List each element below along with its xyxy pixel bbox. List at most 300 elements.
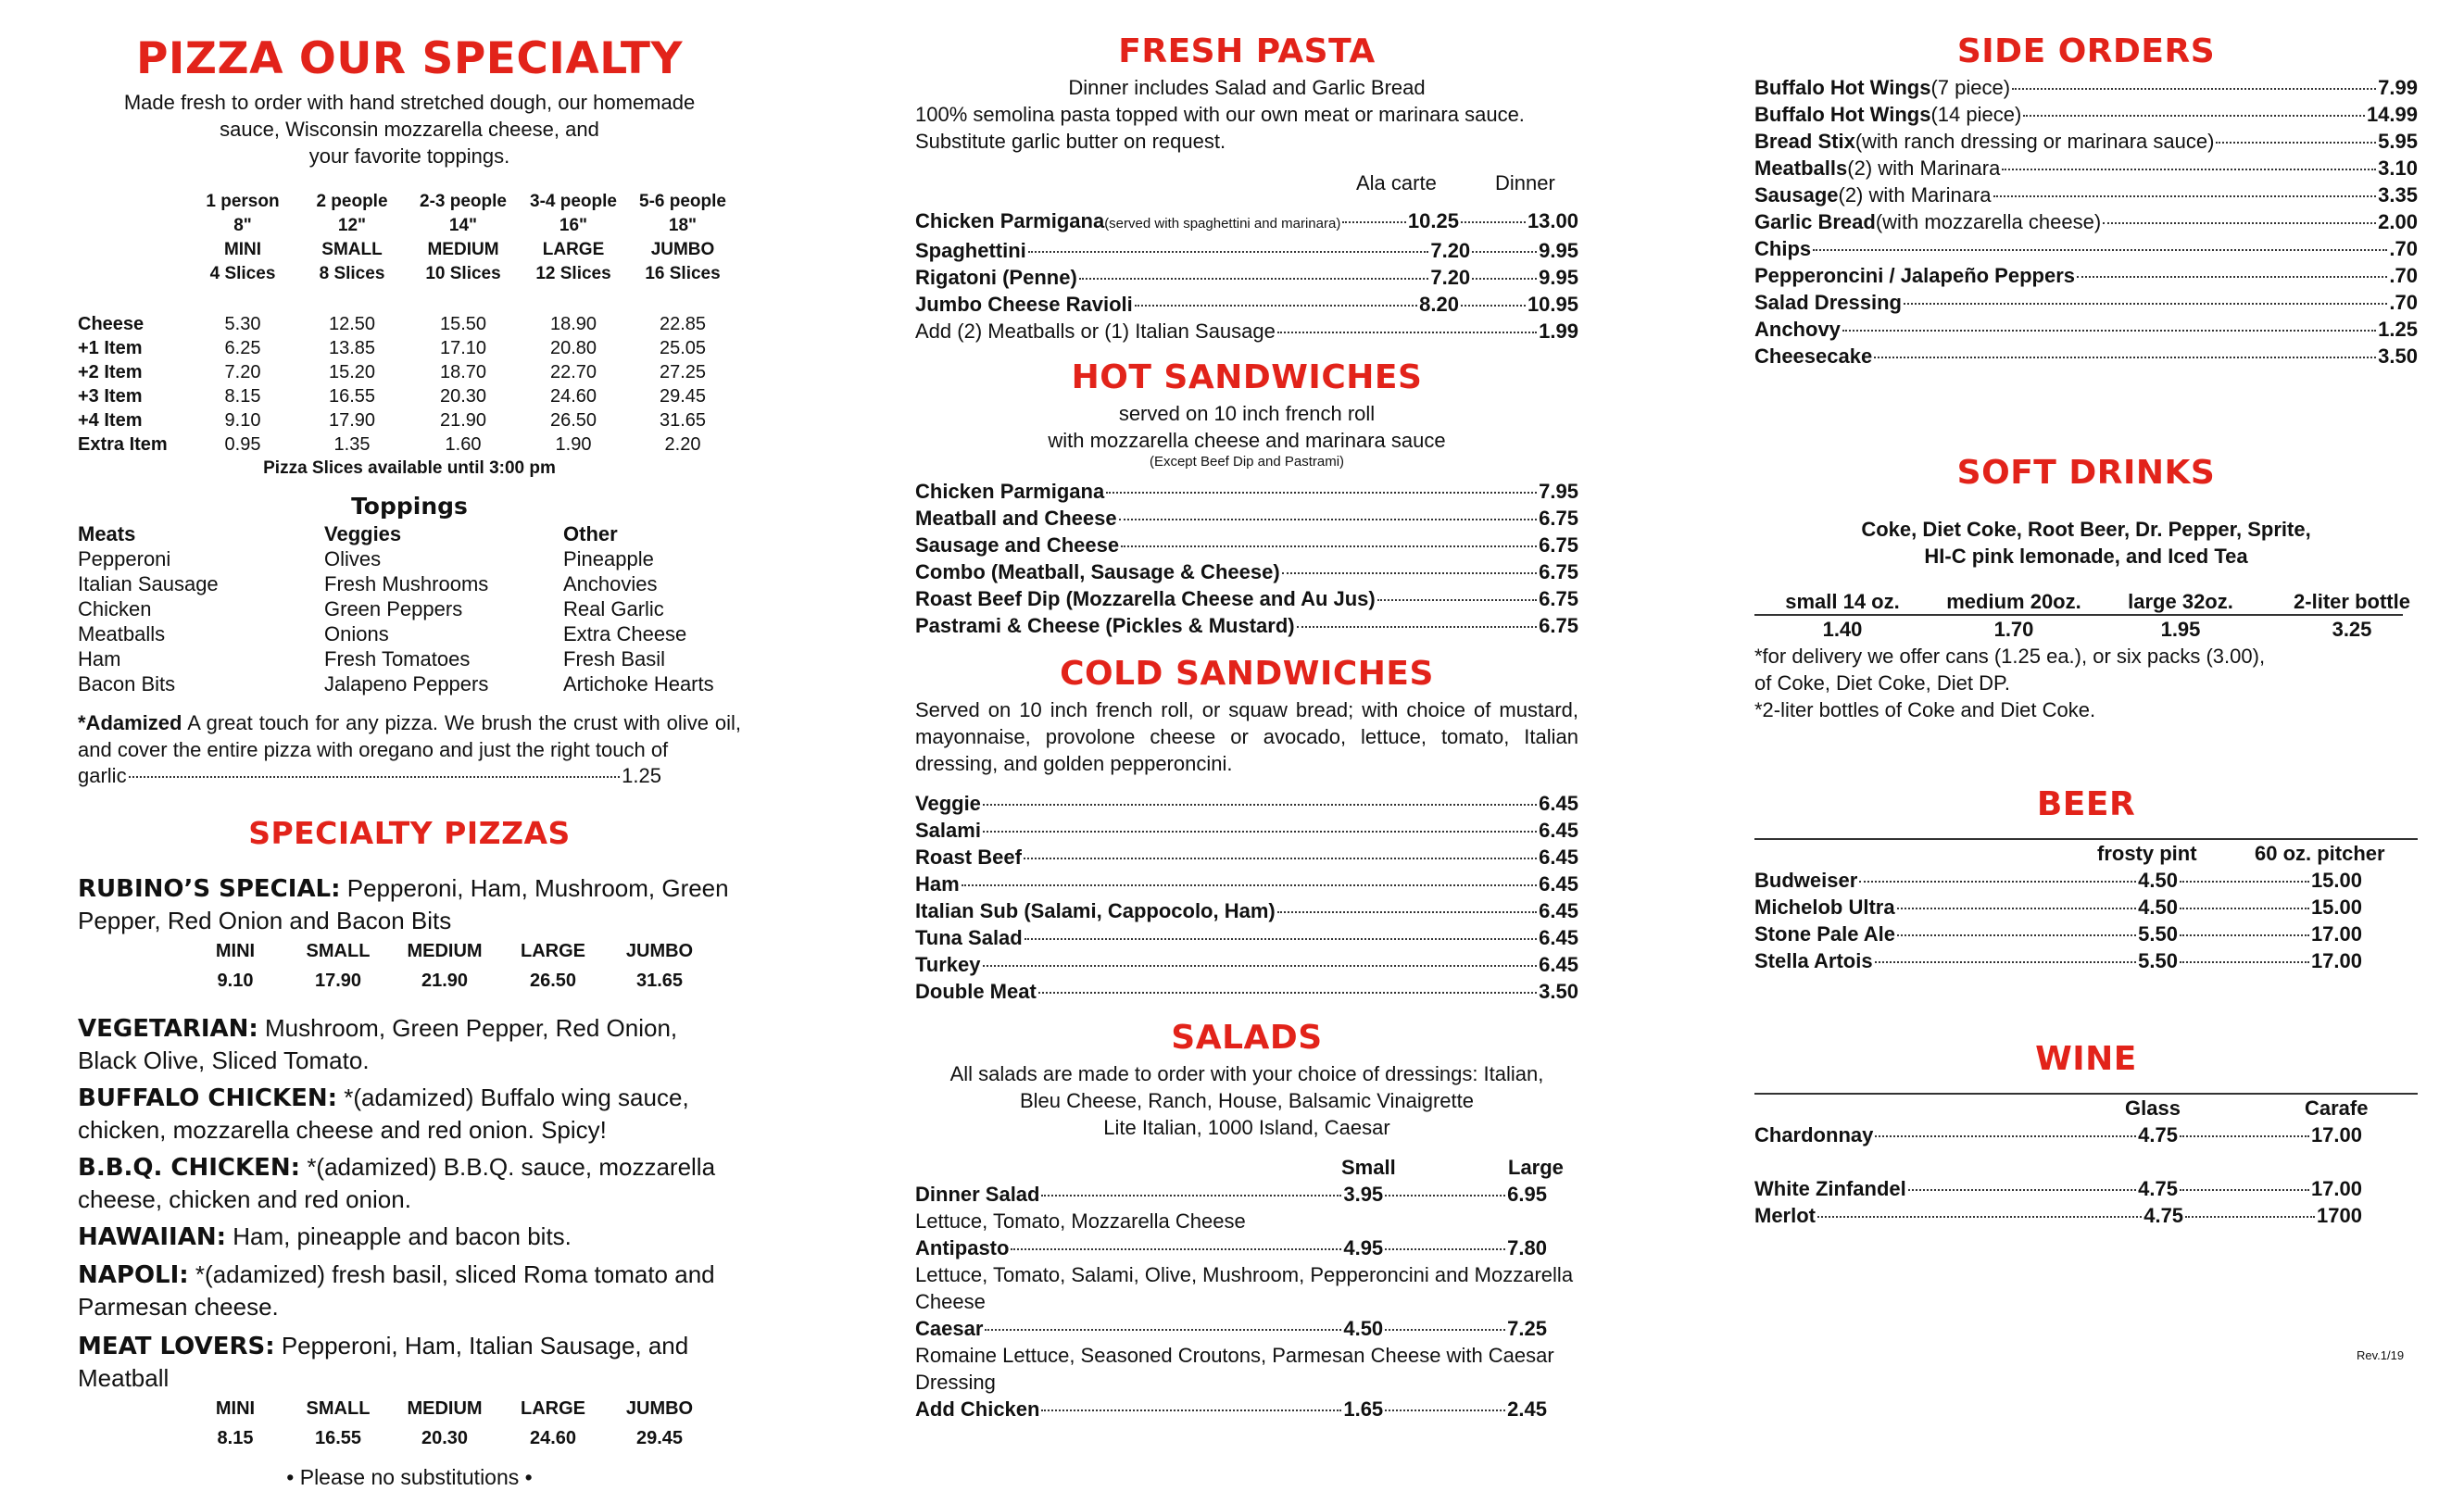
salads-title: SALADS [1171, 1019, 1323, 1057]
salad-small-price: 1.65 [1343, 1397, 1384, 1421]
price-cell: 9.10 [224, 410, 261, 431]
spacer [1754, 1148, 2418, 1175]
cold-row [915, 790, 1578, 817]
leader-dots [1842, 330, 2376, 332]
rubino-special [78, 872, 741, 936]
rubino-name: RUBINO’S SPECIAL: [78, 875, 341, 903]
slices-note: Pizza Slices available until 3:00 pm [263, 458, 556, 478]
pizza-intro-line: Made fresh to order with hand stretched dough, our homemade [123, 91, 696, 114]
price-cell: 22.70 [549, 362, 597, 382]
pasta-columns [915, 169, 1578, 196]
beer-row [1754, 894, 2362, 921]
dinner-price: 10.95 [1527, 293, 1578, 316]
salad-large-price: 2.45 [1507, 1397, 1547, 1421]
toppings-table [78, 521, 741, 696]
price-cell: 24.60 [549, 386, 597, 407]
pasta-desc-line: Substitute garlic butter on request. [915, 130, 1226, 153]
leader-dots [1813, 249, 2387, 251]
size-cell: 12" [337, 216, 367, 235]
hot-name: Combo (Meatball, Sausage & Cheese) [915, 560, 1280, 583]
topping-item: Chicken [78, 597, 152, 620]
size-label: MEDIUM [407, 941, 483, 961]
salad-row [915, 1396, 1578, 1422]
salad-row [915, 1234, 1578, 1261]
hot-list [915, 478, 1578, 639]
leader-dots [1277, 911, 1537, 913]
leader-dots [2180, 961, 2309, 963]
side-price: 7.99 [2378, 76, 2418, 99]
specialty-desc: Mushroom, Green Pepper, Red Onion, Black Olive, Sliced Tomato. [78, 1014, 678, 1074]
topping-item: Olives [324, 547, 382, 570]
cold-name: Double Meat [915, 980, 1037, 1003]
size-label: SMALL [306, 941, 371, 961]
leader-dots [2103, 222, 2376, 224]
leader-dots [1472, 251, 1537, 253]
size-cell [78, 262, 189, 286]
leader-dots [1904, 303, 2387, 305]
cold-name: Roast Beef [915, 846, 1022, 869]
hot-name: Chicken Parmigana [915, 480, 1105, 503]
size-cell: 12 Slices [535, 264, 611, 283]
topping-header: Other [563, 522, 618, 545]
size-label: LARGE [521, 1398, 585, 1419]
leader-dots [1875, 961, 2137, 963]
beer-name: Stone Pale Ale [1754, 922, 1896, 946]
spacer [78, 1394, 187, 1423]
spacer [78, 1423, 187, 1453]
drinks-list-line: Coke, Diet Coke, Root Beer, Dr. Pepper, Sprite, [1861, 518, 2311, 541]
addon-label: Add (2) Meatballs or (1) Italian Sausage [915, 320, 1276, 343]
salads-sub [915, 1060, 1578, 1141]
topping-item: Fresh Mushrooms [324, 572, 489, 595]
leader-dots [983, 804, 1537, 806]
leader-dots [1461, 221, 1526, 223]
price-cell: 17.90 [328, 410, 376, 431]
leader-dots [1135, 305, 1417, 307]
topping-item: Fresh Tomatoes [324, 647, 471, 670]
pasta-subtitle: Dinner includes Salad and Garlic Bread [1068, 76, 1426, 99]
leader-dots [2216, 142, 2376, 144]
price-cell: 20.80 [549, 338, 597, 358]
hot-sub-line: served on 10 inch french roll [1118, 402, 1376, 425]
drink-price: 3.25 [2332, 618, 2372, 641]
size-cell: 1 person [206, 192, 280, 211]
carafe-header: Carafe [2305, 1096, 2369, 1120]
pasta-desc [915, 101, 1578, 155]
price-cell: 17.10 [439, 338, 487, 358]
size-label: MEDIUM [407, 1398, 483, 1419]
specialty-name: VEGETARIAN: [78, 1015, 258, 1043]
meat-name: MEAT LOVERS: [78, 1333, 275, 1360]
leader-dots [2180, 1135, 2309, 1137]
drinks-list [1754, 516, 2418, 570]
size-label: MINI [215, 1398, 256, 1419]
wine-title: WINE [2035, 1040, 2137, 1078]
small-header: Small [1341, 1156, 1396, 1179]
wine-name: Merlot [1754, 1204, 1816, 1227]
cold-price: 6.45 [1539, 926, 1578, 949]
cold-name: Italian Sub (Salami, Cappocolo, Ham) [915, 899, 1276, 922]
size-cell: 18" [668, 216, 698, 235]
wine-price-b: 1700 [2317, 1204, 2362, 1227]
side-note: (with mozzarella cheese) [1875, 210, 2102, 233]
leader-dots [1385, 1329, 1505, 1331]
specialty-desc: *(adamized) fresh basil, sliced Roma tomato and Parmesan cheese. [78, 1260, 715, 1321]
size-cell: 8" [233, 216, 252, 235]
price-cell: 29.45 [659, 386, 707, 407]
beer-list [1754, 867, 2418, 974]
cold-name: Tuna Salad [915, 926, 1023, 949]
leader-dots [1897, 908, 2137, 909]
size-label: LARGE [521, 941, 585, 961]
topping-item: Bacon Bits [78, 672, 176, 695]
topping-item: Green Peppers [324, 597, 463, 620]
no-substitutions-note: • Please no substitutions • [286, 1465, 533, 1489]
side-note: (2) with Marinara [1838, 183, 1992, 207]
hot-row [915, 505, 1578, 532]
leader-dots [1121, 545, 1537, 547]
cold-list [915, 790, 1578, 1005]
cold-price: 6.45 [1539, 872, 1578, 896]
price-cell: 13.85 [328, 338, 376, 358]
drink-price: 1.70 [1993, 618, 2034, 641]
column-pizza [78, 30, 741, 1491]
size-cell: 4 Slices [209, 264, 276, 283]
price-cell: 8.15 [224, 386, 261, 407]
size-cell: MINI [223, 240, 262, 259]
topping-item: Italian Sausage [78, 572, 219, 595]
leader-dots [1119, 519, 1538, 520]
drinks-note-line: *2-liter bottles of Coke and Diet Coke. [1754, 698, 2096, 721]
salad-desc: Lettuce, Tomato, Salami, Olive, Mushroom, Pepperoncini and Mozzarella Cheese [915, 1263, 1574, 1313]
side-price: .70 [2389, 264, 2418, 287]
salad-small-price: 4.95 [1343, 1236, 1384, 1259]
leader-dots [1461, 305, 1526, 307]
cold-name: Ham [915, 872, 960, 896]
price-cell: 29.45 [635, 1428, 684, 1448]
alacarte-header: Ala carte [1356, 171, 1437, 194]
leader-dots [983, 831, 1537, 833]
side-note: (2) with Marinara [1847, 157, 2001, 180]
topping-item: Anchovies [563, 572, 658, 595]
salad-desc: Lettuce, Tomato, Mozzarella Cheese [915, 1209, 1246, 1233]
adamized-last-word: garlic [78, 764, 127, 787]
pizza-intro-line: sauce, Wisconsin mozzarella cheese, and [220, 118, 599, 141]
leader-dots [983, 965, 1538, 967]
side-note: (with ranch dressing or marinara sauce) [1854, 130, 2215, 153]
hot-row [915, 478, 1578, 505]
leader-dots [1385, 1248, 1505, 1250]
topping-item: Real Garlic [563, 597, 664, 620]
size-cell [78, 238, 189, 262]
beer-price-b: 15.00 [2310, 869, 2362, 892]
price-cell: 5.30 [224, 314, 261, 334]
cold-row [915, 951, 1578, 978]
topping-item: Pepperoni [78, 547, 171, 570]
leader-dots [1038, 992, 1537, 994]
side-row [1754, 74, 2418, 101]
hot-price: 6.75 [1539, 507, 1578, 530]
drink-price: 1.40 [1822, 618, 1863, 641]
price-cell: 1.90 [555, 434, 592, 455]
leader-dots [2012, 88, 2376, 90]
side-price: 3.50 [2378, 345, 2418, 368]
specialty-name: BUFFALO CHICKEN: [78, 1084, 338, 1112]
hot-row [915, 532, 1578, 558]
salad-large-price: 6.95 [1507, 1183, 1547, 1206]
beer-row [1754, 867, 2362, 894]
pasta-name: Jumbo Cheese Ravioli [915, 293, 1133, 316]
price-row-label: +3 Item [78, 386, 143, 407]
topping-header: Meats [78, 522, 136, 545]
price-row-label: +1 Item [78, 338, 143, 358]
topping-item: Artichoke Hearts [563, 672, 714, 695]
beer-row [1754, 947, 2362, 974]
leader-dots [1377, 599, 1537, 601]
leader-dots [1106, 492, 1537, 494]
drink-price: 1.95 [2160, 618, 2201, 641]
drinks-title: SOFT DRINKS [1956, 454, 2216, 492]
side-note: (7 piece) [1930, 76, 2011, 99]
leader-dots [1993, 195, 2377, 197]
price-cell: 20.30 [421, 1428, 469, 1448]
side-name: Chips [1754, 237, 1812, 260]
alacarte-price: 8.20 [1419, 293, 1459, 316]
price-cell: 16.55 [328, 386, 376, 407]
leader-dots [1897, 934, 2136, 936]
hot-title: HOT SANDWICHES [1071, 358, 1423, 396]
side-row [1754, 289, 2418, 316]
side-name: Sausage [1754, 183, 1839, 207]
cold-name: Veggie [915, 792, 981, 815]
beer-price-b: 17.00 [2310, 922, 2362, 946]
price-cell: 7.20 [224, 362, 261, 382]
revision-label: Rev.1/19 [2357, 1348, 2405, 1362]
pasta-list [915, 207, 1578, 318]
side-name: Meatballs [1754, 157, 1848, 180]
size-cell [78, 190, 189, 214]
price-cell: 1.60 [445, 434, 482, 455]
pizza-title: PIZZA OUR SPECIALTY [135, 33, 684, 84]
pasta-name: Rigatoni (Penne) [915, 266, 1077, 289]
pizza-intro-line: your favorite toppings. [308, 144, 510, 168]
price-cell: 18.90 [549, 314, 597, 334]
salad-row [915, 1181, 1578, 1208]
price-cell: 2.20 [664, 434, 701, 455]
price-cell: 15.50 [439, 314, 487, 334]
leader-dots [1024, 858, 1537, 859]
hot-row [915, 612, 1578, 639]
pasta-desc-line: 100% semolina pasta topped with our own meat or marinara sauce. [915, 103, 1525, 126]
price-cell: 21.90 [421, 971, 469, 991]
side-name: Buffalo Hot Wings [1754, 103, 1931, 126]
salad-small-price: 3.95 [1343, 1183, 1384, 1206]
salad-name: Antipasto [915, 1236, 1010, 1259]
leader-dots [1277, 332, 1537, 333]
leader-dots [1297, 626, 1538, 628]
side-name: Salad Dressing [1754, 291, 1902, 314]
size-cell: 5-6 people [639, 192, 726, 211]
price-cell: 0.95 [224, 434, 261, 455]
alacarte-price: 7.20 [1430, 266, 1471, 289]
price-cell: 22.85 [659, 314, 707, 334]
cold-price: 6.45 [1539, 819, 1578, 842]
wine-name: Chardonnay [1754, 1123, 1874, 1146]
leader-dots [2180, 908, 2309, 909]
size-cell: MEDIUM [427, 240, 499, 259]
leader-dots [1875, 1135, 2136, 1137]
hot-sub [915, 400, 1578, 454]
wine-columns [1754, 1095, 2418, 1121]
hot-price: 6.75 [1539, 560, 1578, 583]
price-row-label: +4 Item [78, 410, 143, 431]
drink-size: small 14 oz. [1785, 590, 1900, 613]
specialty-title: SPECIALTY PIZZAS [248, 815, 571, 851]
adamized-label: *Adamized [78, 711, 182, 734]
pasta-name: Spaghettini [915, 239, 1026, 262]
price-cell: 12.50 [328, 314, 376, 334]
size-cell: JUMBO [650, 240, 715, 259]
price-cell: 20.30 [439, 386, 487, 407]
spacer [78, 966, 187, 996]
size-cell: 3-4 people [530, 192, 617, 211]
price-cell: 24.60 [529, 1428, 577, 1448]
leader-dots [1028, 251, 1429, 253]
hot-price: 6.75 [1539, 587, 1578, 610]
price-cell: 18.70 [439, 362, 487, 382]
leader-dots [1342, 221, 1406, 223]
cold-price: 6.45 [1539, 899, 1578, 922]
dinner-price: 9.95 [1539, 239, 1578, 262]
topping-item: Ham [78, 647, 121, 670]
leader-dots [1385, 1410, 1505, 1411]
cold-row [915, 924, 1578, 951]
drinks-notes [1754, 643, 2418, 723]
side-name: Pepperoncini / Jalapeño Peppers [1754, 264, 2075, 287]
salad-large-price: 7.25 [1507, 1317, 1547, 1340]
drinks-note-line: *for delivery we offer cans (1.25 ea.), or six packs (3.00), [1754, 645, 2266, 668]
price-cell: 31.65 [659, 410, 707, 431]
large-header: Large [1508, 1156, 1564, 1179]
cold-row [915, 871, 1578, 897]
leader-dots [1874, 357, 2376, 358]
hot-price: 6.75 [1539, 614, 1578, 637]
wine-name: White Zinfandel [1754, 1177, 1906, 1200]
cold-price: 6.45 [1539, 846, 1578, 869]
cold-row [915, 978, 1578, 1005]
hot-name: Sausage and Cheese [915, 533, 1120, 557]
specialty-name: HAWAIIAN: [78, 1223, 226, 1251]
specialty-list [78, 1012, 741, 1322]
cold-price: 6.45 [1539, 953, 1578, 976]
beer-price-b: 17.00 [2310, 949, 2362, 972]
size-cell: LARGE [542, 240, 605, 259]
pasta-addon [915, 318, 1578, 345]
wine-list [1754, 1121, 2418, 1229]
topping-item: Onions [324, 622, 389, 645]
pasta-title: FRESH PASTA [1118, 32, 1376, 70]
beer-name: Budweiser [1754, 869, 1858, 892]
dinner-header: Dinner [1495, 171, 1555, 194]
specialty-name: B.B.Q. CHICKEN: [78, 1154, 301, 1182]
dinner-price: 13.00 [1527, 209, 1578, 232]
specialty-item [78, 1012, 741, 1076]
side-price: 3.35 [2378, 183, 2418, 207]
leader-dots [2180, 881, 2309, 883]
pasta-name: Chicken Parmigana [915, 209, 1105, 232]
adamized-note [78, 709, 741, 763]
side-price: .70 [2389, 291, 2418, 314]
column-sides-drinks [1754, 30, 2418, 1362]
beer-price-a: 5.50 [2138, 922, 2178, 946]
wine-price-a: 4.75 [2143, 1204, 2184, 1227]
cold-price: 3.50 [1539, 980, 1578, 1003]
rubino-prices [78, 966, 741, 996]
side-row [1754, 208, 2418, 235]
dinner-price: 9.95 [1539, 266, 1578, 289]
pizza-price-table [78, 312, 741, 457]
spacer [78, 936, 187, 966]
cold-row [915, 844, 1578, 871]
side-price: 3.10 [2378, 157, 2418, 180]
salad-name: Add Chicken [915, 1397, 1040, 1421]
side-name: Bread Stix [1754, 130, 1855, 153]
side-row [1754, 182, 2418, 208]
meat-desc: Pepperoni, Ham, Italian Sausage, and Meatball [78, 1332, 689, 1392]
wine-price-a: 4.75 [2138, 1123, 2178, 1146]
leader-dots [985, 1329, 1341, 1331]
salad-name: Dinner Salad [915, 1183, 1040, 1206]
leader-dots [2185, 1216, 2315, 1218]
price-cell: 17.90 [314, 971, 362, 991]
side-row [1754, 262, 2418, 289]
size-cell: 16 Slices [645, 264, 721, 283]
side-row [1754, 343, 2418, 370]
side-price: 5.95 [2378, 130, 2418, 153]
wine-price-a: 4.75 [2138, 1177, 2178, 1200]
side-price: .70 [2389, 237, 2418, 260]
hot-sub-line: with mozzarella cheese and marinara sauce [1048, 429, 1446, 452]
hot-name: Meatball and Cheese [915, 507, 1117, 530]
adamized-text: A great touch for any pizza. We brush the crust with olive oil, and cover the entire pizza with oregano and just the right touch of [78, 711, 741, 761]
hot-price: 7.95 [1539, 480, 1578, 503]
size-label: JUMBO [625, 941, 694, 961]
side-price: 2.00 [2378, 210, 2418, 233]
price-row-label: Cheese [78, 314, 145, 334]
specialty-item [78, 1082, 741, 1146]
price-cell: 27.25 [659, 362, 707, 382]
side-name: Cheesecake [1754, 345, 1873, 368]
drink-size: large 32oz. [2128, 590, 2233, 613]
meat-lovers [78, 1330, 741, 1394]
specialty-item [78, 1221, 741, 1253]
price-row-label: +2 Item [78, 362, 143, 382]
cold-row [915, 897, 1578, 924]
side-name: Buffalo Hot Wings [1754, 76, 1931, 99]
topping-item: Pineapple [563, 547, 654, 570]
addon-price: 1.99 [1539, 320, 1578, 343]
size-cell: 2-3 people [420, 192, 507, 211]
beer-row [1754, 921, 2362, 947]
topping-header: Veggies [324, 522, 402, 545]
beer-title: BEER [2036, 785, 2136, 823]
drinks-list-line: HI-C pink lemonade, and Iced Tea [1924, 545, 2248, 568]
size-cell: 8 Slices [319, 264, 385, 283]
topping-item: Extra Cheese [563, 622, 687, 645]
cold-name: Salami [915, 819, 981, 842]
leader-dots [2077, 276, 2387, 278]
size-cell: 16" [559, 216, 588, 235]
